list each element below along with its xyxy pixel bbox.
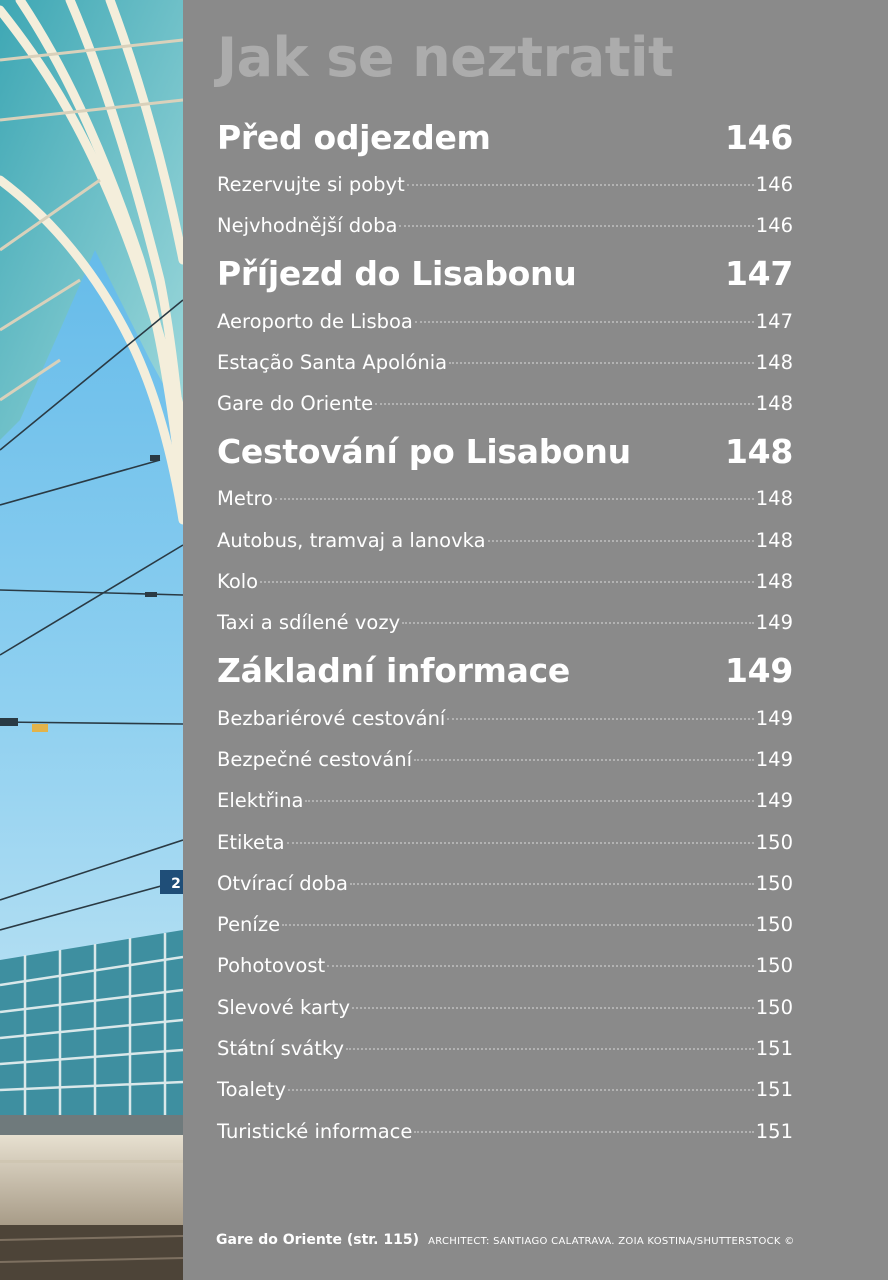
toc-entry[interactable] [217,780,793,821]
entry-label: Nejvhodnější doba [217,214,398,238]
toc-entry[interactable] [217,383,793,424]
leader-dots [346,1048,754,1050]
entry-page: 149 [755,789,793,813]
toc-entry[interactable] [217,987,793,1028]
entry-label: Gare do Oriente [217,392,374,416]
section-page: 147 [725,254,793,294]
section-heading[interactable] [217,424,793,478]
entry-label: Rezervujte si pobyt [217,173,405,196]
caption-title: Gare do Oriente (str. 115) [216,1232,419,1248]
toc-entry[interactable] [217,205,793,246]
photo-caption [216,1229,795,1248]
entry-page: 149 [755,706,793,730]
entry-page: 148 [755,528,793,552]
entry-label: Slevové karty [217,995,351,1019]
entry-page: 148 [755,570,793,594]
leader-dots [414,1131,753,1133]
leader-dots [260,581,754,583]
entry-label: Etiketa [217,830,285,854]
leader-dots [352,1007,754,1009]
toc-entry[interactable] [217,822,793,863]
leader-dots [447,718,753,720]
toc-entry[interactable] [217,301,793,342]
entry-page: 149 [755,611,793,635]
entry-label: Pohotovost [217,954,326,978]
platform-sign: 2 [171,876,181,892]
toc-entry[interactable] [217,561,793,602]
entry-label: Otvírací doba [217,871,348,895]
section-title: Příjezd do Lisabonu [217,254,577,294]
leader-dots [407,184,754,186]
entry-label: Aeroporto de Lisboa [217,309,413,333]
section-title: Před odjezdem [217,117,491,157]
section-title: Základní informace [217,651,570,691]
toc-entry[interactable] [217,739,793,780]
section-heading[interactable] [217,247,793,301]
section-page: 146 [725,117,793,157]
toc-entry[interactable] [217,478,793,519]
leader-dots [449,362,754,364]
entry-label: Kolo [217,570,259,594]
leader-dots [415,321,754,323]
train-station-photo [0,0,183,1280]
toc-entry[interactable] [217,164,793,205]
leader-dots [327,965,754,967]
entry-page: 150 [755,995,793,1019]
entry-label: Estação Santa Apolónia [217,350,448,374]
entry-page: 149 [755,747,793,771]
entry-label: Autobus, tramvaj a lanovka [217,528,486,552]
section-page: 149 [725,651,793,691]
entry-label: Toalety [217,1078,287,1102]
leader-dots [350,883,754,885]
entry-page: 148 [755,392,793,416]
entry-label: Metro [217,487,273,511]
entry-label: Turistické informace [217,1119,413,1143]
leader-dots [399,225,753,227]
table-of-contents [217,110,793,1152]
leader-dots [282,924,754,926]
toc-entry[interactable] [217,1111,793,1152]
toc-entry[interactable] [217,1028,793,1069]
entry-page: 150 [755,830,793,854]
caption-credit: ARCHITECT: SANTIAGO CALATRAVA. ZOIA KOSTINA/SHUTTERSTOCK © [428,1236,795,1247]
section-title: Cestování po Lisabonu [217,431,631,471]
entry-label: Elektřina [217,789,304,813]
entry-page: 148 [755,350,793,374]
leader-dots [402,622,754,624]
entry-page: 150 [755,871,793,895]
toc-entry[interactable] [217,698,793,739]
entry-page: 148 [755,487,793,511]
entry-page: 146 [755,214,793,238]
station-photo [0,0,183,1280]
section-heading[interactable] [217,110,793,164]
toc-panel [183,0,888,1280]
entry-label: Peníze [217,913,281,937]
entry-label: Bezbariérové cestování [217,706,446,730]
toc-entry[interactable] [217,904,793,945]
entry-page: 151 [755,1037,793,1061]
entry-label: Taxi a sdílené vozy [217,611,401,635]
entry-page: 146 [755,173,793,196]
entry-page: 150 [755,954,793,978]
entry-page: 151 [755,1119,793,1143]
entry-page: 151 [755,1078,793,1102]
section-page: 148 [725,431,793,471]
leader-dots [414,759,754,761]
toc-entry[interactable] [217,945,793,986]
toc-entry[interactable] [217,602,793,643]
entry-label: Bezpečné cestování [217,747,412,771]
section-heading[interactable] [217,644,793,698]
toc-entry[interactable] [217,863,793,904]
leader-dots [305,800,753,802]
entry-page: 150 [755,913,793,937]
leader-dots [288,1089,754,1091]
leader-dots [488,540,754,542]
leader-dots [287,842,754,844]
leader-dots [275,498,754,500]
toc-entry[interactable] [217,342,793,383]
leader-dots [375,403,754,405]
toc-entry[interactable] [217,520,793,561]
entry-label: Státní svátky [217,1037,345,1061]
page-title: Jak se neztratit [217,26,674,89]
toc-entry[interactable] [217,1069,793,1110]
entry-page: 147 [755,309,793,333]
